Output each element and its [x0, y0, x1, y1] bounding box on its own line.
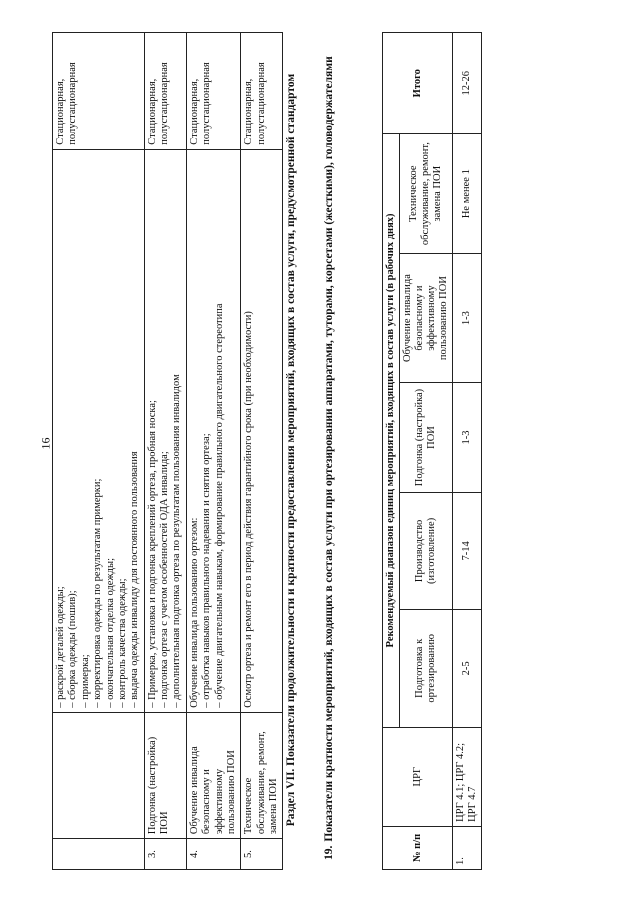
- table-row: [144, 33, 186, 870]
- header-span: Рекомендуемый диапазон единиц мероприятий, входящих в состав услуги (в рабочих днях): [383, 134, 400, 727]
- value-cell: 1-3: [453, 383, 482, 492]
- form-cell: Стационарная, полустационарная: [53, 33, 145, 150]
- operation-line: – отработка навыков правильного надевания и снятия ортеза;: [201, 433, 213, 708]
- operation-line: Обучение инвалида пользованию ортезом:: [188, 517, 200, 708]
- table-row: [53, 33, 145, 870]
- operation-line: – раскрой деталей одежды;: [55, 586, 66, 708]
- header-total: Итого: [383, 33, 453, 134]
- stage-cell: Техническое обслуживание, ремонт, замена ПОИ: [241, 712, 283, 838]
- operation-line: – обучение двигательным навыкам, формирование правильного двигательного стереотипа: [213, 303, 225, 708]
- table-header-row: [383, 33, 400, 870]
- rotated-page-content: [52, 30, 572, 870]
- value-cell: 1-3: [453, 253, 482, 382]
- operations-cell: [144, 149, 186, 712]
- section-title: Раздел VII. Показатели продолжительности и кратности предоставления мероприятий, входящих в состав услуги, предусмотренной стандартом: [285, 73, 297, 827]
- row-number: [53, 839, 145, 870]
- header-col: Обучение инвалида безопасному и эффективному пользованию ПОИ: [400, 253, 453, 382]
- header-col: Производство (изготовление): [400, 492, 453, 609]
- stage-cell: Обучение инвалида безопасному и эффективному пользованию ПОИ: [186, 712, 241, 838]
- item-text: Показатели кратности мероприятий, входящих в состав услуги при ортезировании аппаратами, туторами, корсетами (жесткими), головодержателями: [323, 56, 335, 842]
- operations-cell: [53, 149, 145, 712]
- stage-cell: Подгонка (настройка) ПОИ: [144, 712, 186, 838]
- value-cell: 7-14: [453, 492, 482, 609]
- table-row: [453, 33, 482, 870]
- stage-cell: [53, 712, 145, 838]
- form-cell: Стационарная, полустационарная: [144, 33, 186, 150]
- operation-line: – дополнительная подгонка ортеза по результатам пользования инвалидом: [171, 374, 183, 708]
- header-no: № п/п: [383, 826, 453, 869]
- operation-line: – контроль качества одежды;: [116, 578, 128, 708]
- value-cell: 2-5: [453, 610, 482, 727]
- operations-cell: [186, 149, 241, 712]
- operation-line: – Примерка, установка и подгонка креплений ортеза, пробная носка;: [146, 400, 158, 708]
- table-row: [186, 33, 241, 870]
- operations-table: [52, 32, 283, 870]
- header-col: Подгонка (настройка) ПОИ: [400, 383, 453, 492]
- multiplicity-table: [382, 32, 482, 870]
- form-cell: Стационарная, полустационарная: [186, 33, 241, 150]
- row-number: 5.: [241, 839, 283, 870]
- operation-line: – выдача одежды инвалиду для постоянного пользования: [129, 451, 141, 708]
- operation-line: – корректировка одежды по результатам примерки;: [92, 478, 104, 708]
- operation-line: – окончательная отделка одежды;: [104, 558, 116, 708]
- header-col: Подготовка к ортезированию: [400, 610, 453, 727]
- item-19-heading: [322, 40, 337, 860]
- operation-line: – примерка;: [79, 654, 91, 708]
- row-number: 3.: [144, 839, 186, 870]
- row-number: 4.: [186, 839, 241, 870]
- total-cell: 12-26: [453, 33, 482, 134]
- crg-cell: ЦРГ 4.1; ЦРГ 4.2; ЦРГ 4.7: [453, 727, 482, 826]
- header-col: Техническое обслуживание, ремонт, замена ПОИ: [400, 134, 453, 253]
- operation-line: Осмотр ортеза и ремонт его в период действия гарантийного срока (при необходимости): [243, 311, 255, 708]
- item-number: 19.: [323, 845, 335, 860]
- operation-line: – сборка одежды (пошив);: [67, 590, 79, 708]
- value-cell: Не менее 1: [453, 134, 482, 253]
- operation-line: – подгонка ортеза с учетом особенностей ОДА инвалида;: [159, 451, 170, 708]
- row-number: 1.: [453, 826, 482, 869]
- page-number: 16: [38, 437, 53, 450]
- table-row: [241, 33, 283, 870]
- header-crg: ЦРГ: [383, 727, 453, 826]
- operations-cell: [241, 149, 283, 712]
- form-cell: Стационарная, полустационарная: [241, 33, 283, 150]
